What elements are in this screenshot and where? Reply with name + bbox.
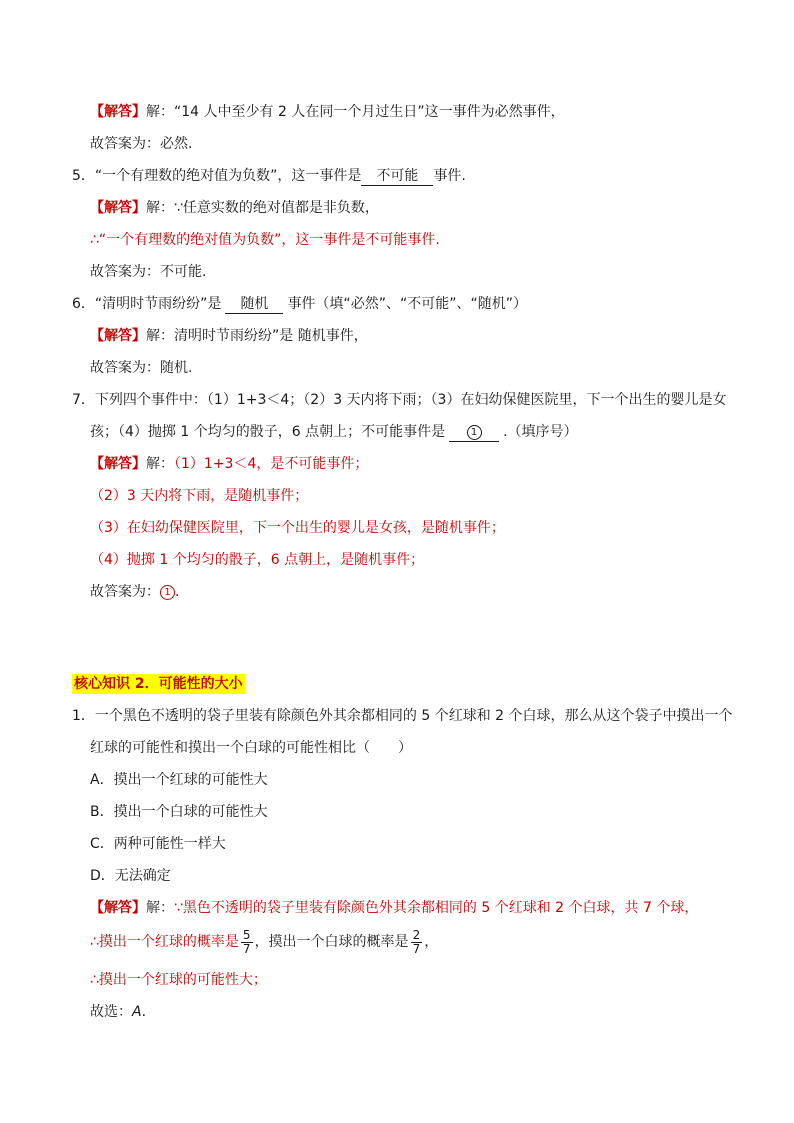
fraction-1-denominator: 7 bbox=[242, 941, 251, 956]
jie-label: 解： bbox=[146, 900, 174, 916]
s2q1-final-pre: 故选： bbox=[90, 1004, 132, 1020]
q4-solution-line bbox=[90, 102, 565, 122]
q7-blank-circled-one: 1 bbox=[467, 425, 482, 440]
q6-number: 6． bbox=[72, 296, 95, 312]
q5-stem bbox=[72, 166, 466, 186]
jie-label: 解： bbox=[146, 104, 174, 120]
answer-tag: 【解答】 bbox=[90, 200, 146, 216]
jie-label: 解： bbox=[146, 200, 174, 216]
fraction-1-numerator: 5 bbox=[242, 927, 251, 942]
q6-stem bbox=[72, 294, 527, 314]
jie-label: 解： bbox=[146, 456, 174, 472]
s2q1-final-choice: A bbox=[132, 1004, 142, 1020]
q7-final-answer bbox=[90, 582, 179, 602]
q7-final-post: . bbox=[175, 584, 180, 600]
q5-final-answer: 故答案为：不可能. bbox=[90, 264, 207, 280]
q5-solution-1-text: ∵任意实数的绝对值都是非负数， bbox=[174, 200, 379, 216]
q7-number: 7． bbox=[72, 392, 95, 408]
fraction-2-denominator: 7 bbox=[412, 941, 421, 956]
s2q1-stem-line-1 bbox=[72, 706, 733, 726]
answer-tag: 【解答】 bbox=[90, 104, 146, 120]
s2q1-solution-1 bbox=[90, 898, 698, 918]
s2q1-final-answer bbox=[90, 1002, 146, 1022]
q6-stem-pre: “清明时节雨纷纷”是 bbox=[94, 296, 222, 312]
jie-label: 解： bbox=[146, 328, 174, 344]
s2q1-option-b: B．摸出一个白球的可能性大 bbox=[90, 804, 268, 820]
s2q1-option-c: C．两种可能性一样大 bbox=[90, 836, 226, 852]
q6-answer-blank: 随机 bbox=[225, 296, 283, 314]
s2q1-option-d: D．无法确定 bbox=[90, 868, 171, 884]
q5-stem-pre: “一个有理数的绝对值为负数”，这一事件是 bbox=[94, 168, 362, 184]
q7-final-circled-one: 1 bbox=[160, 585, 175, 600]
q4-solution-rest: 这一事件为必然事件， bbox=[424, 104, 565, 120]
s2q1-stem-line-2: 红球的可能性和摸出一个白球的可能性相比（ ） bbox=[90, 740, 412, 756]
s2q1-solution-2-c: ， bbox=[424, 934, 439, 950]
q5-solution-2: ∴“一个有理数的绝对值为负数”，这一事件是不可能事件. bbox=[90, 232, 440, 248]
fraction-2-numerator: 2 bbox=[412, 927, 421, 942]
s2q1-number: 1． bbox=[72, 708, 95, 724]
q7-stem-1: 下列四个事件中：（1）1+3＜4；（2）3 天内将下雨；（3）在妇幼保健医院里，下一个出生的婴儿是女 bbox=[94, 392, 727, 408]
s2q1-final-post: . bbox=[141, 1004, 147, 1020]
s2q1-solution-2 bbox=[90, 928, 438, 956]
q7-solution-4: （4）抛掷 1 个均匀的骰子，6 点朝上，是随机事件； bbox=[90, 552, 425, 568]
q5-number: 5． bbox=[72, 168, 95, 184]
q7-stem-2-pre: 孩；（4）抛掷 1 个均匀的骰子，6 点朝上；不可能事件是 bbox=[90, 424, 446, 440]
s2q1-stem-1: 一个黑色不透明的袋子里装有除颜色外其余都相同的 5 个红球和 2 个白球，那么从这个袋子中摸出一个 bbox=[94, 708, 733, 724]
s2q1-option-a: A．摸出一个红球的可能性大 bbox=[90, 772, 268, 788]
s2q1-solution-1-text: ∵黑色不透明的袋子里装有除颜色外其余都相同的 5 个红球和 2 个白球，共 7 个球， bbox=[174, 900, 699, 916]
q6-solution-1-text: 清明时节雨纷纷”是 随机事件， bbox=[174, 328, 368, 344]
q4-solution-quote: “14 人中至少有 2 人在同一个月过生日” bbox=[174, 104, 425, 120]
q7-stem-line-2 bbox=[90, 422, 578, 442]
q4-final-answer: 故答案为：必然. bbox=[90, 136, 193, 152]
q6-final-answer: 故答案为：随机. bbox=[90, 360, 193, 376]
q7-solution-3: （3）在妇幼保健医院里，下一个出生的婴儿是女孩，是随机事件； bbox=[90, 520, 505, 536]
fraction-two-sevenths bbox=[411, 929, 423, 956]
s2q1-solution-3: ∴摸出一个红球的可能性大； bbox=[90, 972, 267, 988]
q7-solution-1-text: （1）1+3＜4，是不可能事件； bbox=[174, 456, 369, 472]
answer-tag: 【解答】 bbox=[90, 328, 146, 344]
q6-solution-1 bbox=[90, 326, 368, 346]
s2q1-solution-2-a: ∴摸出一个红球的概率是 bbox=[90, 934, 239, 950]
q5-solution-1 bbox=[90, 198, 379, 218]
answer-tag: 【解答】 bbox=[90, 900, 146, 916]
answer-tag: 【解答】 bbox=[90, 456, 146, 472]
q7-solution-1 bbox=[90, 454, 368, 474]
q7-final-pre: 故答案为： bbox=[90, 584, 160, 600]
fraction-five-sevenths bbox=[241, 929, 253, 956]
q5-answer-blank: 不可能 bbox=[361, 168, 433, 186]
q5-stem-post: 事件. bbox=[433, 168, 466, 184]
q7-stem-line-1 bbox=[72, 390, 726, 410]
q7-solution-2: （2）3 天内将下雨，是随机事件； bbox=[90, 488, 309, 504]
q7-answer-blank bbox=[449, 424, 499, 442]
q6-stem-post: 事件（填“必然”、“不可能”、“随机”） bbox=[287, 296, 527, 312]
s2q1-solution-2-b: ，摸出一个白球的概率是 bbox=[254, 934, 409, 950]
section-heading: 核心知识 2．可能性的大小 bbox=[74, 676, 243, 692]
q7-stem-2-post: .（填序号） bbox=[503, 424, 578, 440]
